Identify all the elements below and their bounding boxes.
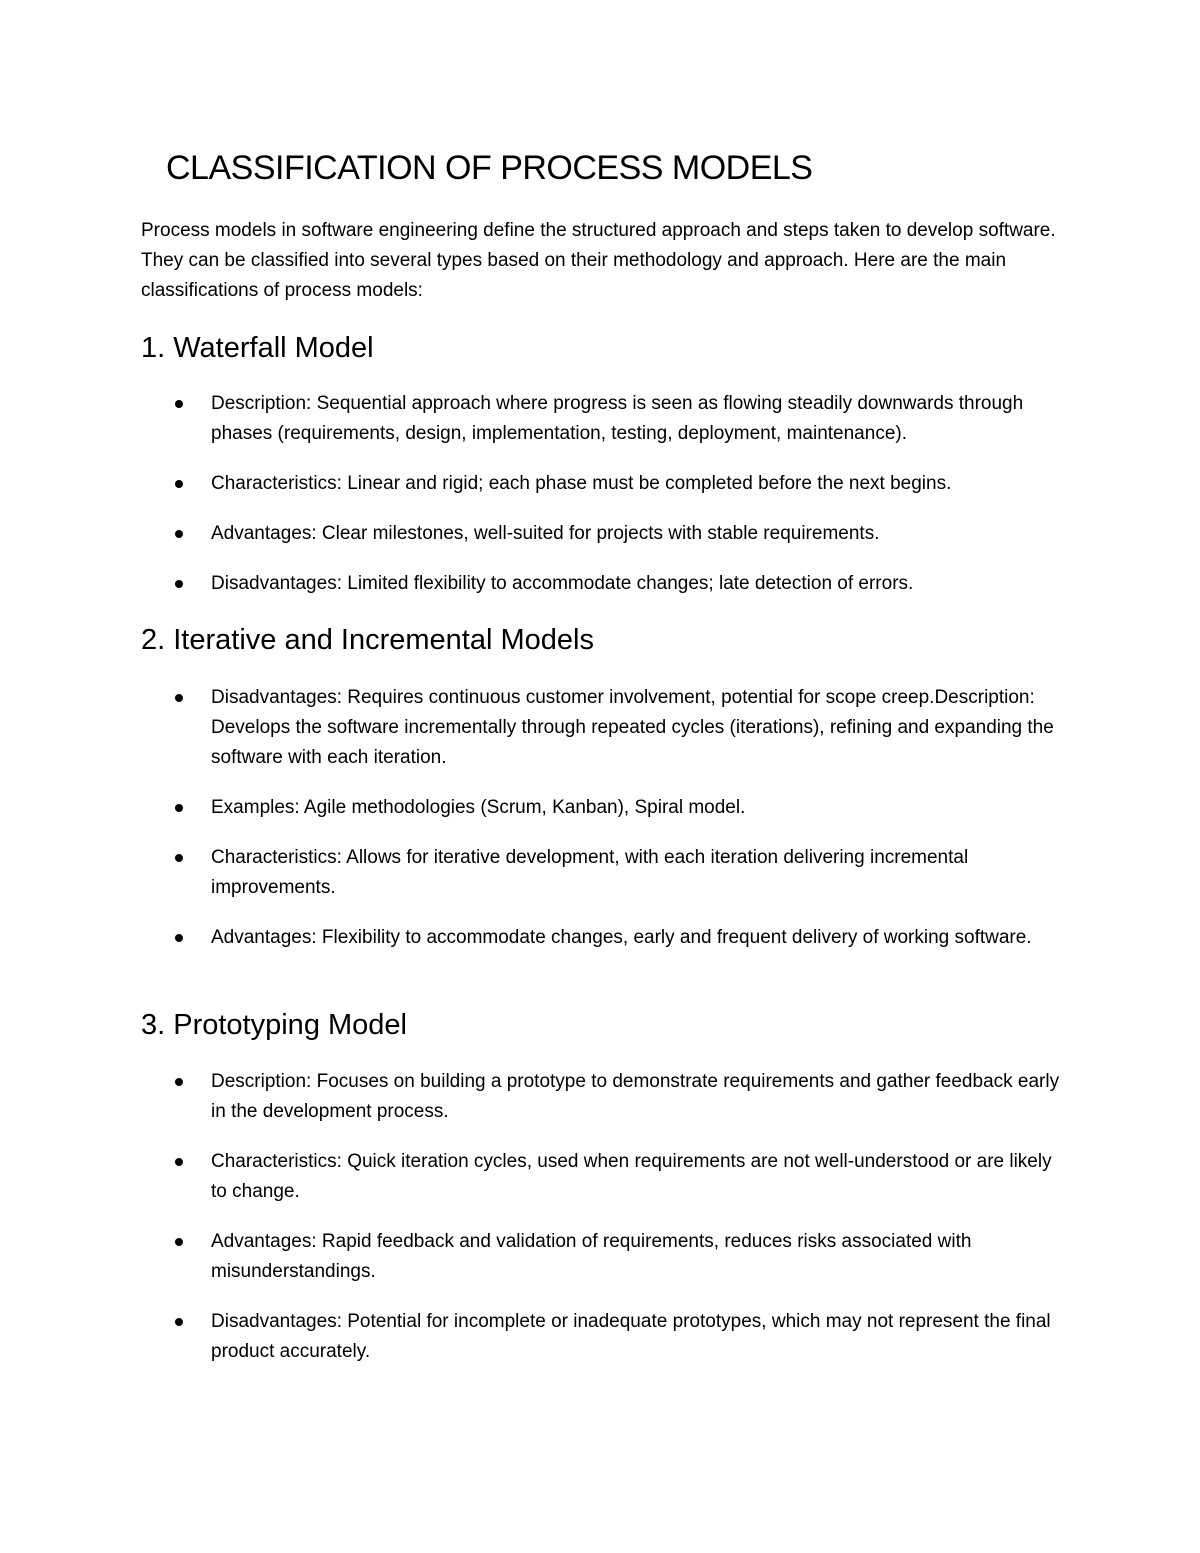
bullet-icon — [175, 1238, 183, 1246]
bullet-text: Advantages: Rapid feedback and validation of requirements, reduces risks associated with misunderstandings. — [211, 1231, 972, 1282]
bullet-icon — [175, 480, 183, 488]
bullet-icon — [175, 400, 183, 408]
bullet-text: Description: Sequential approach where progress is seen as flowing steadily downwards through phases (requirements, design, implementation, testing, deployment, maintenance). — [211, 393, 1024, 444]
bullet-icon — [175, 530, 183, 538]
bullet-text: Advantages: Clear milestones, well-suited for projects with stable requirements. — [211, 523, 880, 544]
document-title: CLASSIFICATION OF PROCESS MODELS — [166, 149, 813, 187]
list-item — [0, 1227, 1200, 1287]
list-item — [0, 389, 1200, 449]
bullet-icon — [175, 934, 183, 942]
bullet-icon — [175, 580, 183, 588]
bullet-icon — [175, 1318, 183, 1326]
section-heading-waterfall: 1. Waterfall Model — [141, 332, 374, 364]
list-item — [0, 843, 1200, 903]
list-item — [0, 519, 1200, 549]
bullet-text: Disadvantages: Limited flexibility to accommodate changes; late detection of errors. — [211, 573, 914, 594]
bullet-text: Disadvantages: Requires continuous customer involvement, potential for scope creep.Description: Develops the software incrementally through repeated cycles (iterations), refining and expanding the software with each iteration. — [211, 687, 1054, 768]
bullet-icon — [175, 804, 183, 812]
bullet-icon — [175, 1158, 183, 1166]
bullet-list-waterfall — [0, 389, 1200, 619]
bullet-list-iterative — [0, 683, 1200, 973]
section-heading-prototyping: 3. Prototyping Model — [141, 1009, 407, 1041]
bullet-text: Characteristics: Linear and rigid; each phase must be completed before the next begins. — [211, 473, 952, 494]
bullet-text: Advantages: Flexibility to accommodate changes, early and frequent delivery of working software. — [211, 927, 1032, 948]
bullet-icon — [175, 694, 183, 702]
list-item — [0, 1147, 1200, 1207]
bullet-text: Characteristics: Allows for iterative development, with each iteration delivering incremental improvements. — [211, 847, 969, 898]
section-heading-iterative: 2. Iterative and Incremental Models — [141, 624, 594, 656]
list-item — [0, 683, 1200, 773]
intro-paragraph: Process models in software engineering define the structured approach and steps taken to develop software. They can be classified into several types based on their methodology and approach. Here are the main classifications of process models: — [141, 220, 1056, 301]
list-item — [0, 1307, 1200, 1367]
list-item — [0, 923, 1200, 953]
bullet-text: Description: Focuses on building a prototype to demonstrate requirements and gather feedback early in the development process. — [211, 1071, 1060, 1122]
bullet-text: Examples: Agile methodologies (Scrum, Kanban), Spiral model. — [211, 797, 746, 818]
list-item — [0, 469, 1200, 499]
bullet-icon — [175, 1078, 183, 1086]
list-item — [0, 793, 1200, 823]
bullet-text: Disadvantages: Potential for incomplete or inadequate prototypes, which may not represent the final product accurately. — [211, 1311, 1051, 1362]
list-item — [0, 569, 1200, 599]
bullet-text: Characteristics: Quick iteration cycles, used when requirements are not well-understood or are likely to change. — [211, 1151, 1052, 1202]
bullet-icon — [175, 854, 183, 862]
bullet-list-prototyping — [0, 1067, 1200, 1387]
list-item — [0, 1067, 1200, 1127]
